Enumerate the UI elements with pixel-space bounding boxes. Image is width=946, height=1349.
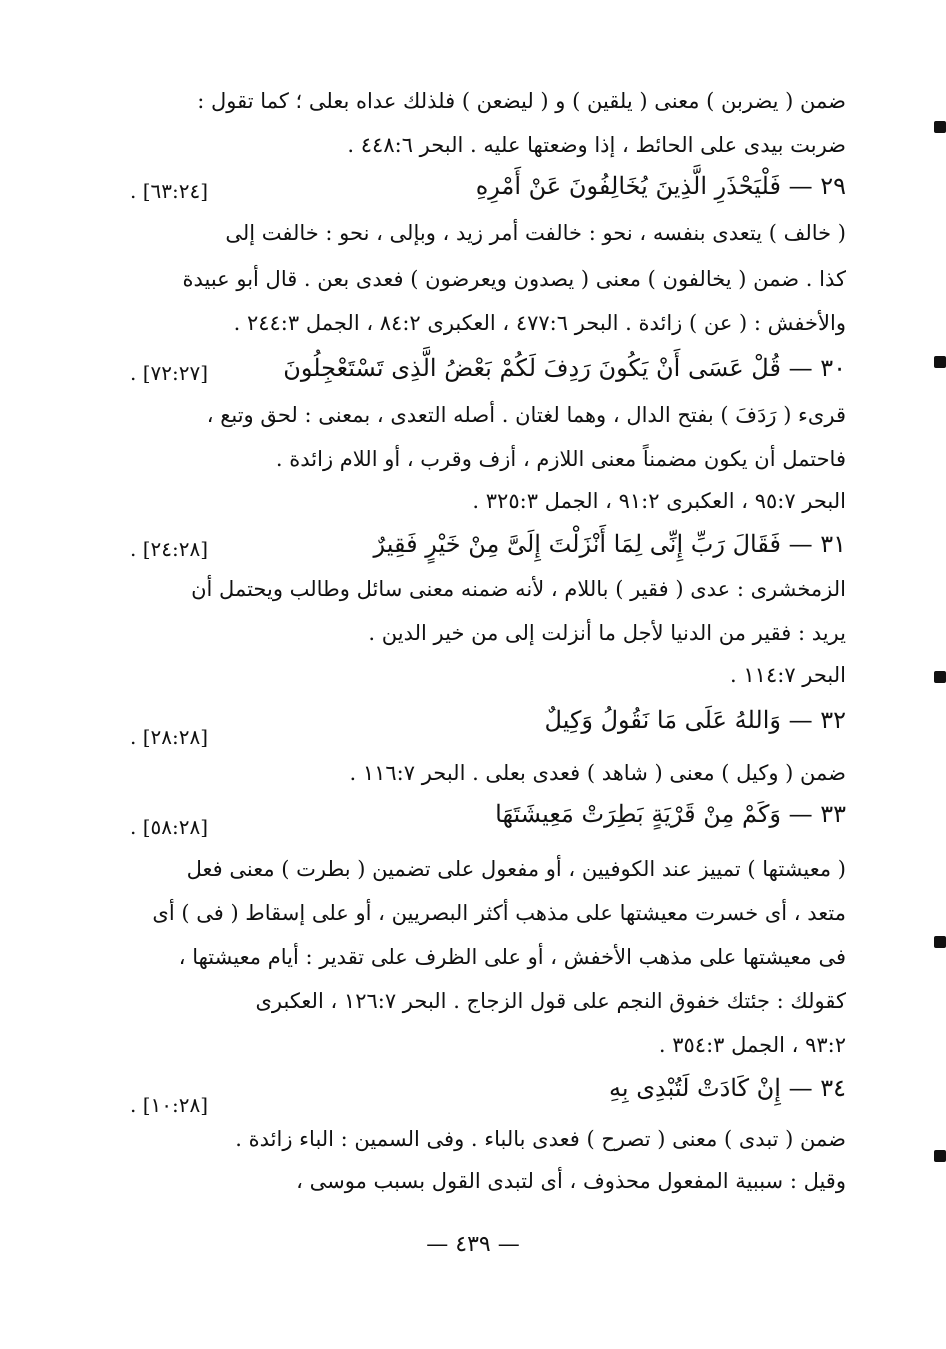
text-line: وقيل : سببية المفعول محذوف ، أى لتبدى القول بسبب موسى ، — [296, 1169, 846, 1193]
verse-reference: [١٠:٢٨] . — [130, 1093, 209, 1117]
verse-reference: [٢٨:٢٨] . — [130, 725, 209, 749]
margin-mark — [934, 356, 946, 368]
text-line: يريد : فقير من الدنيا لأجل ما أنزلت إلى من خير الدين . — [368, 621, 846, 645]
quran-verse: ٣١ — فَقَالَ رَبِّ إِنِّى لِمَا أَنْزَلْتَ إِلَىَّ مِنْ خَيْرٍ فَقِيرٌ — [373, 530, 846, 558]
text-line: فاحتمل أن يكون مضمناً معنى اللازم ، أزف وقرب ، أو اللام زائدة . — [275, 447, 846, 471]
text-line: فى معيشتها على مذهب الأخفش ، أو على الظرف على تقدير : أيام معيشتها ، — [178, 945, 846, 969]
margin-mark — [934, 671, 946, 683]
margin-mark — [934, 1150, 946, 1162]
text-line: البحر ١١٤:٧ . — [730, 663, 846, 687]
text-line: والأخفش : ( عن ) زائدة . البحر ٤٧٧:٦ ، العكبرى ٨٤:٢ ، الجمل ٢٤٤:٣ . — [233, 311, 846, 335]
text-line: ( خالف ) يتعدى بنفسه ، نحو : خالفت أمر زيد ، وبإلى ، نحو : خالفت إلى — [225, 221, 846, 245]
verse-reference: [٥٨:٢٨] . — [130, 815, 209, 839]
page-number: — ٤٣٩ — — [426, 1232, 520, 1257]
text-line: ضربت بيدى على الحائط ، إذا وضعتها عليه . البحر ٤٤٨:٦ . — [347, 133, 846, 157]
text-line: ( معيشتها ) تمييز عند الكوفيين ، أو مفعول على تضمين ( بطرت ) معنى فعل — [186, 857, 846, 881]
text-line: الزمخشرى : عدى ( فقير ) باللام ، لأنه ضمنه معنى سائل وطالب ويحتمل أن — [191, 577, 846, 601]
text-line: كذا . ضمن ( يخالفون ) معنى ( يصدون ويعرضون ) فعدى بعن . قال أبو عبيدة — [182, 267, 846, 291]
quran-verse: ٣٢ — وَاللهُ عَلَى مَا نَقُولُ وَكِيلٌ — [544, 706, 846, 734]
margin-mark — [934, 121, 946, 133]
quran-verse: ٢٩ — فَلْيَحْذَرِ الَّذِينَ يُخَالِفُونَ عَنْ أَمْرِهِ — [475, 172, 846, 200]
verse-reference: [٢٤:٢٨] . — [130, 537, 209, 561]
text-line: ضمن ( وكيل ) معنى ( شاهد ) فعدى بعلى . البحر ١١٦:٧ . — [349, 761, 846, 785]
quran-verse: ٣٠ — قُلْ عَسَى أَنْ يَكُونَ رَدِفَ لَكُمْ بَعْضُ الَّذِى تَسْتَعْجِلُونَ — [283, 354, 846, 382]
text-line: ٩٣:٢ ، الجمل ٣٥٤:٣ . — [658, 1033, 846, 1057]
text-line: قرىء ( رَدَفَ ) بفتح الدال ، وهما لغتان . أصله التعدى ، بمعنى : لحق وتبع ، — [206, 403, 846, 427]
verse-reference: [٧٢:٢٧] . — [130, 361, 209, 385]
text-line: البحر ٩٥:٧ ، العكبرى ٩١:٢ ، الجمل ٣٢٥:٣ . — [472, 489, 846, 513]
quran-verse: ٣٤ — إِنْ كَادَتْ لَتُبْدِى بِهِ — [609, 1074, 846, 1102]
text-line: متعد ، أى خسرت معيشتها على مذهب أكثر البصريين ، أو على إسقاط ( فى ) أى — [152, 901, 846, 925]
text-line: ضمن ( يضربن ) معنى ( يلقين ) و ( ليضعن ) فلذلك عداه بعلى ؛ كما تقول : — [197, 89, 846, 113]
quran-verse: ٣٣ — وَكَمْ مِنْ قَرْيَةٍ بَطِرَتْ مَعِيشَتَهَا — [495, 800, 846, 828]
text-line: ضمن ( تبدى ) معنى ( تصرح ) فعدى بالباء . وفى السمين : الباء زائدة . — [235, 1127, 846, 1151]
margin-mark — [934, 936, 946, 948]
text-line: كقولك : جئتك خفوق النجم على قول الزجاج . البحر ١٢٦:٧ ، العكبرى — [255, 989, 846, 1013]
verse-reference: [٦٣:٢٤] . — [130, 179, 209, 203]
